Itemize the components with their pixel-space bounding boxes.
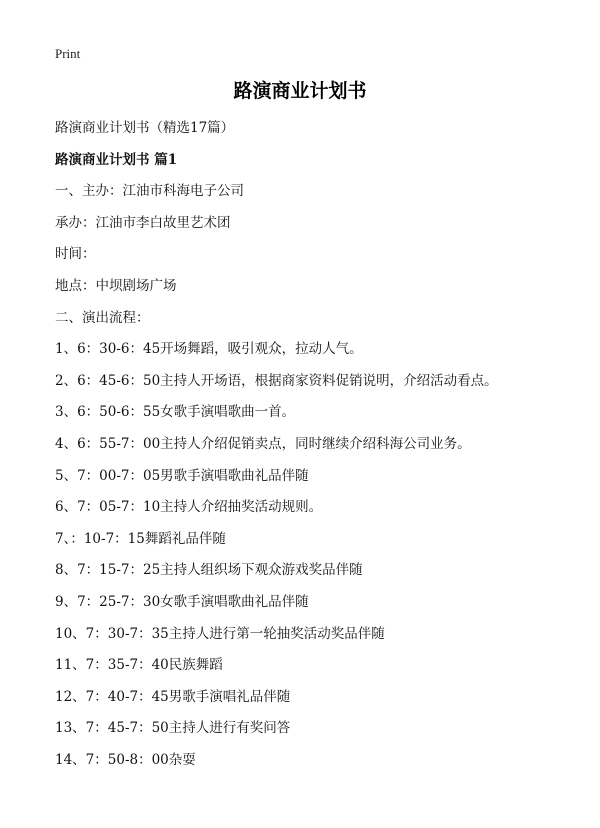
program-item: 12、7：40-7：45男歌手演唱礼品伴随	[55, 688, 291, 705]
program-item: 10、7：30-7：35主持人进行第一轮抽奖活动奖品伴随	[55, 625, 385, 642]
document-body	[55, 119, 575, 782]
section-heading: 路演商业计划书 篇1	[55, 151, 178, 168]
document-title: 路演商业计划书	[233, 80, 367, 102]
program-item: 5、7：00-7：05男歌手演唱歌曲礼品伴随	[55, 467, 309, 484]
body-line-venue: 地点：中坝剧场广场	[55, 277, 177, 294]
body-line-program-heading: 二、演出流程：	[55, 309, 150, 326]
program-item: 7、：10-7：15舞蹈礼品伴随	[55, 530, 226, 547]
body-line-organizer: 一、主办：江油市科海电子公司	[55, 183, 244, 200]
program-item: 14、7：50-8：00杂耍	[55, 751, 196, 768]
document-subtitle: 路演商业计划书（精选17篇）	[55, 120, 235, 136]
program-item: 9、7：25-7：30女歌手演唱歌曲礼品伴随	[55, 593, 309, 610]
program-item: 4、6：55-7：00主持人介绍促销卖点，同时继续介绍科海公司业务。	[55, 435, 471, 452]
program-item: 8、7：15-7：25主持人组织场下观众游戏奖品伴随	[55, 562, 363, 579]
program-item: 13、7：45-7：50主持人进行有奖问答	[55, 720, 291, 737]
print-label: Print	[55, 46, 81, 61]
body-line-co-organizer: 承办：江油市李白故里艺术团	[55, 214, 231, 231]
body-line-time: 时间：	[55, 246, 96, 263]
program-item: 11、7：35-7：40民族舞蹈	[55, 657, 223, 674]
program-item: 2、6：45-6：50主持人开场语，根据商家资料促销说明，介绍活动看点。	[55, 372, 498, 389]
program-item: 6、7：05-7：10主持人介绍抽奖活动规则。	[55, 499, 323, 516]
program-item: 3、6：50-6：55女歌手演唱歌曲一首。	[55, 404, 296, 421]
program-item: 1、6：30-6：45开场舞蹈，吸引观众，拉动人气。	[55, 341, 363, 358]
